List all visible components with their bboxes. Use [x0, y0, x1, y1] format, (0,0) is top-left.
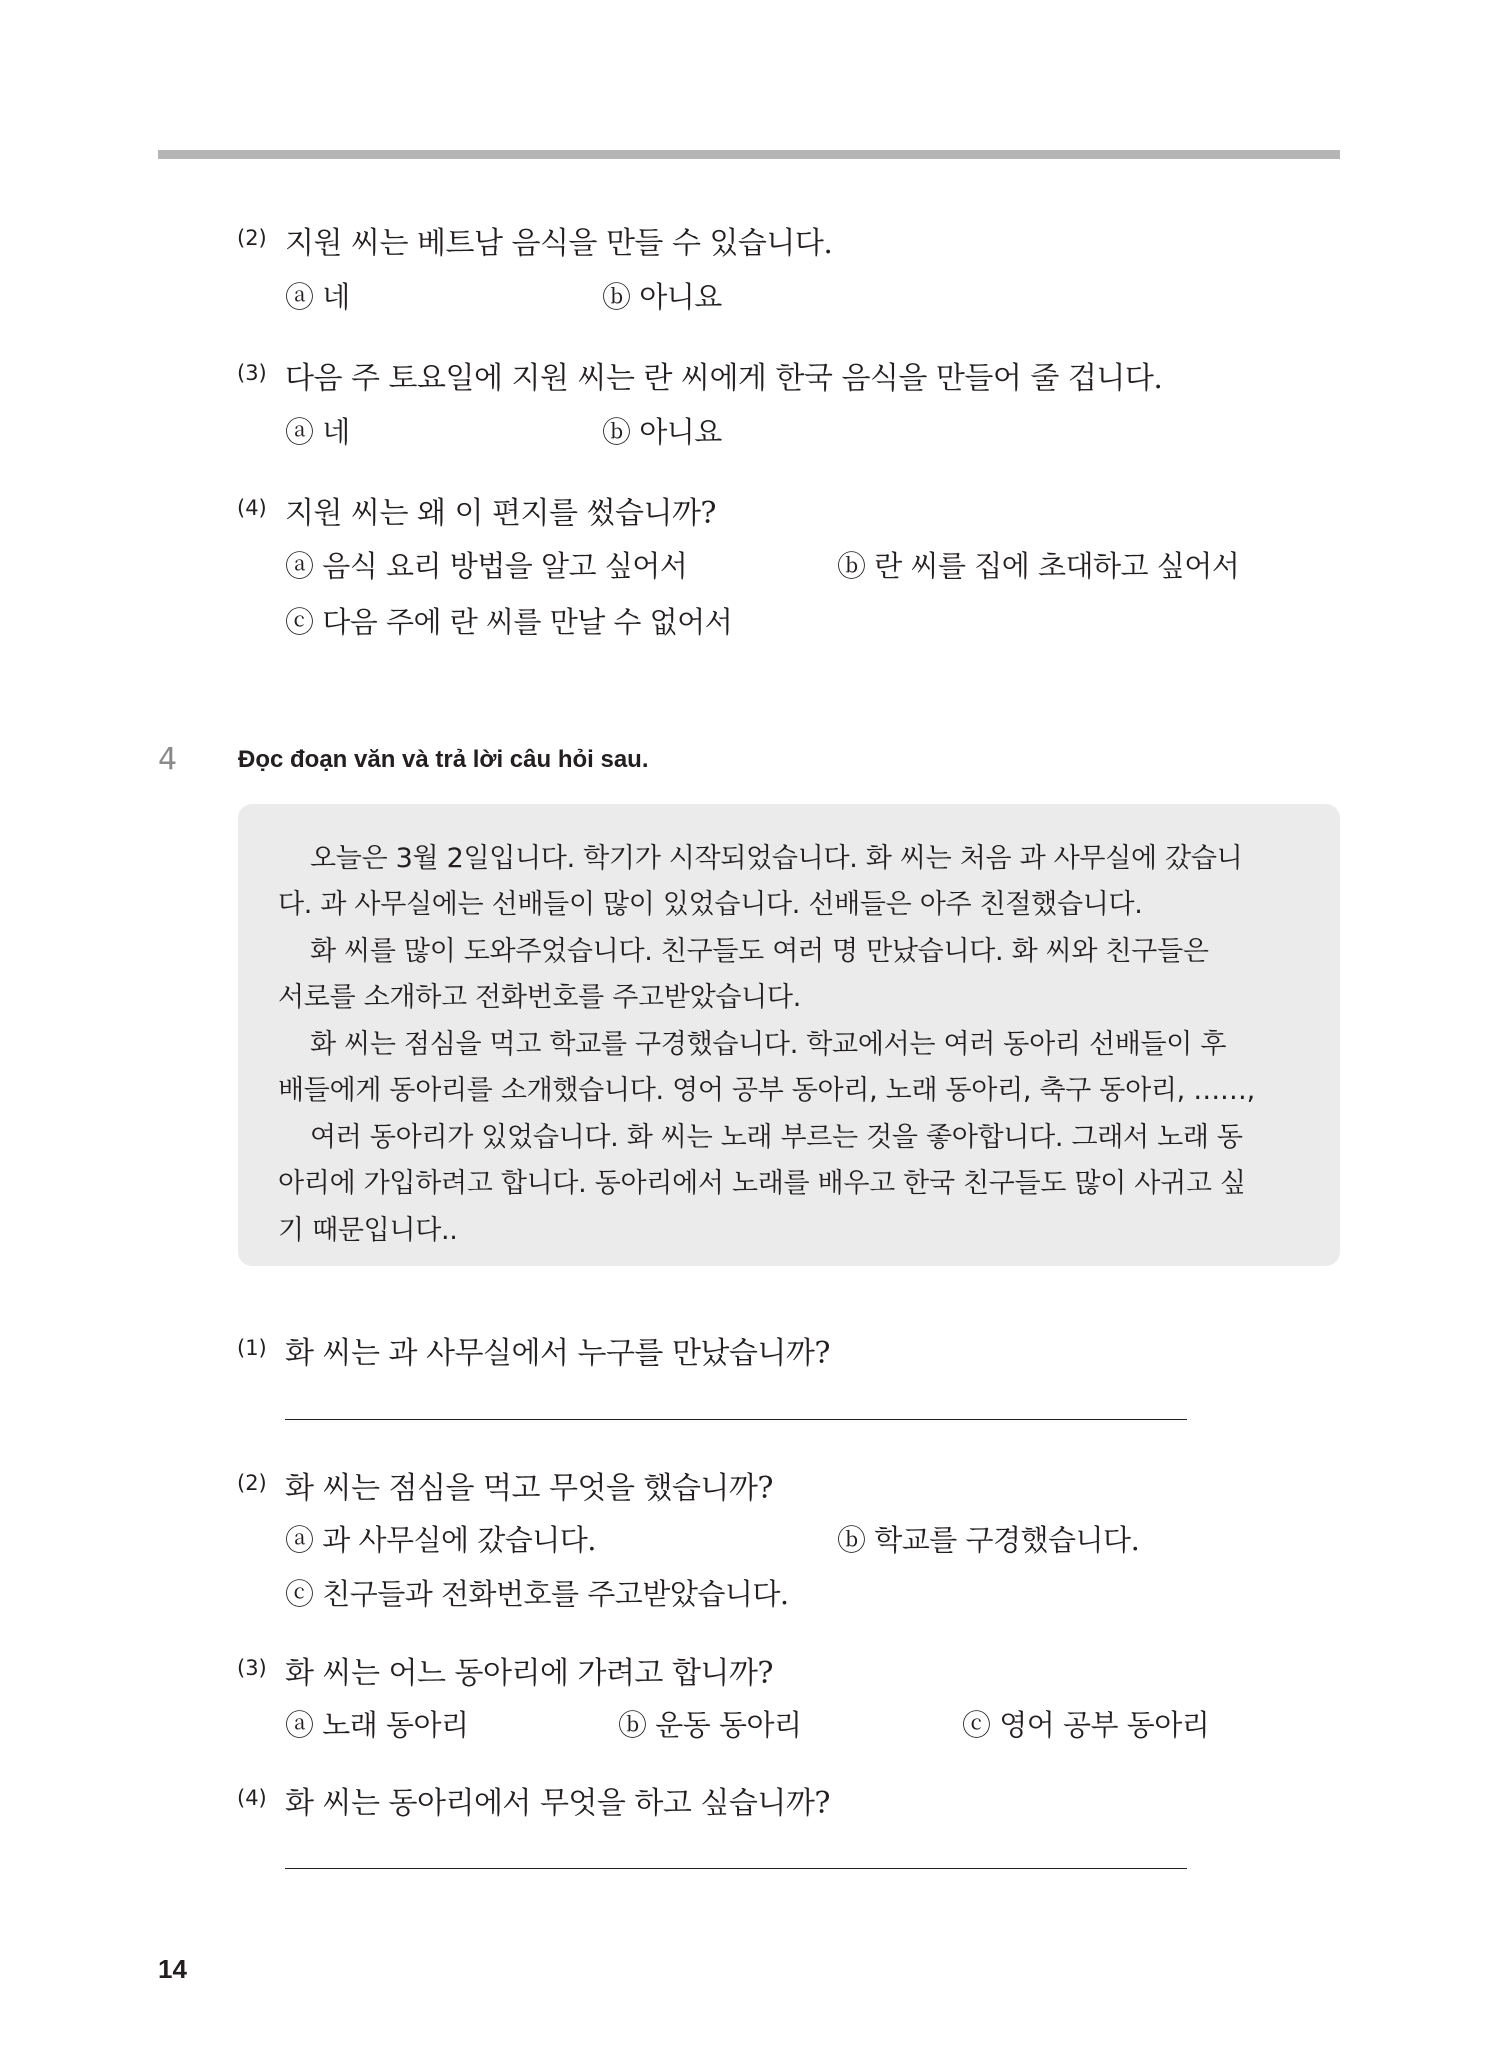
passage-line: 배들에게 동아리를 소개했습니다. 영어 공부 동아리, 노래 동아리, 축구 동아리, ……,: [278, 1075, 1255, 1106]
page-number: 14: [158, 1954, 187, 1984]
option-a[interactable]: ⓐ 네: [285, 280, 350, 314]
option-a[interactable]: ⓐ 음식 요리 방법을 알고 싶어서: [285, 549, 688, 583]
passage-line: 화 씨를 많이 도와주었습니다. 친구들도 여러 명 만났습니다. 화 씨와 친구들은: [310, 936, 1209, 967]
reading-passage-box: [238, 804, 1340, 1266]
question-number: (3): [237, 1656, 267, 1680]
top-divider: [158, 150, 1340, 159]
passage-line: 여러 동아리가 있었습니다. 화 씨는 노래 부르는 것을 좋아합니다. 그래서 노래 동: [310, 1122, 1243, 1153]
question-number: (1): [237, 1336, 267, 1360]
question-text: 화 씨는 동아리에서 무엇을 하고 싶습니까?: [285, 1786, 830, 1821]
question-number: (4): [237, 496, 267, 520]
section-instruction: Đọc đoạn văn và trả lời câu hỏi sau.: [238, 746, 649, 773]
answer-line[interactable]: [285, 1419, 1187, 1420]
option-b[interactable]: ⓑ 아니요: [602, 415, 722, 449]
option-c[interactable]: ⓒ 영어 공부 동아리: [962, 1708, 1210, 1742]
option-c[interactable]: ⓒ 다음 주에 란 씨를 만날 수 없어서: [285, 605, 733, 639]
option-a[interactable]: ⓐ 네: [285, 415, 350, 449]
option-a[interactable]: ⓐ 과 사무실에 갔습니다.: [285, 1523, 596, 1557]
section-number: 4: [158, 742, 178, 777]
question-text: 화 씨는 어느 동아리에 가려고 합니까?: [285, 1656, 773, 1691]
question-number: (3): [237, 361, 267, 385]
question-text: 지원 씨는 베트남 음식을 만들 수 있습니다.: [285, 226, 833, 261]
question-text: 지원 씨는 왜 이 편지를 썼습니까?: [285, 496, 717, 531]
option-b[interactable]: ⓑ 운동 동아리: [618, 1708, 802, 1742]
option-b[interactable]: ⓑ 란 씨를 집에 초대하고 싶어서: [837, 549, 1240, 583]
passage-line: 화 씨는 점심을 먹고 학교를 구경했습니다. 학교에서는 여러 동아리 선배들이 후: [310, 1029, 1227, 1060]
question-text: 화 씨는 과 사무실에서 누구를 만났습니까?: [285, 1336, 830, 1371]
question-text: 화 씨는 점심을 먹고 무엇을 했습니까?: [285, 1471, 773, 1506]
option-a[interactable]: ⓐ 노래 동아리: [285, 1708, 469, 1742]
question-number: (2): [237, 1471, 267, 1495]
option-b[interactable]: ⓑ 학교를 구경했습니다.: [837, 1523, 1140, 1557]
passage-line: 아리에 가입하려고 합니다. 동아리에서 노래를 배우고 한국 친구들도 많이 사귀고 싶: [278, 1168, 1246, 1199]
question-number: (4): [237, 1786, 267, 1810]
question-number: (2): [237, 226, 267, 250]
passage-line: 오늘은 3월 2일입니다. 학기가 시작되었습니다. 화 씨는 처음 과 사무실에 갔습니: [310, 843, 1243, 874]
passage-line: 기 때문입니다..: [278, 1215, 458, 1246]
passage-line: 다. 과 사무실에는 선배들이 많이 있었습니다. 선배들은 아주 친절했습니다.: [278, 889, 1143, 920]
answer-line[interactable]: [285, 1868, 1187, 1869]
option-b[interactable]: ⓑ 아니요: [602, 280, 722, 314]
question-text: 다음 주 토요일에 지원 씨는 란 씨에게 한국 음식을 만들어 줄 겁니다.: [285, 361, 1163, 396]
passage-line: 서로를 소개하고 전화번호를 주고받았습니다.: [278, 982, 801, 1013]
option-c[interactable]: ⓒ 친구들과 전화번호를 주고받았습니다.: [285, 1577, 789, 1611]
